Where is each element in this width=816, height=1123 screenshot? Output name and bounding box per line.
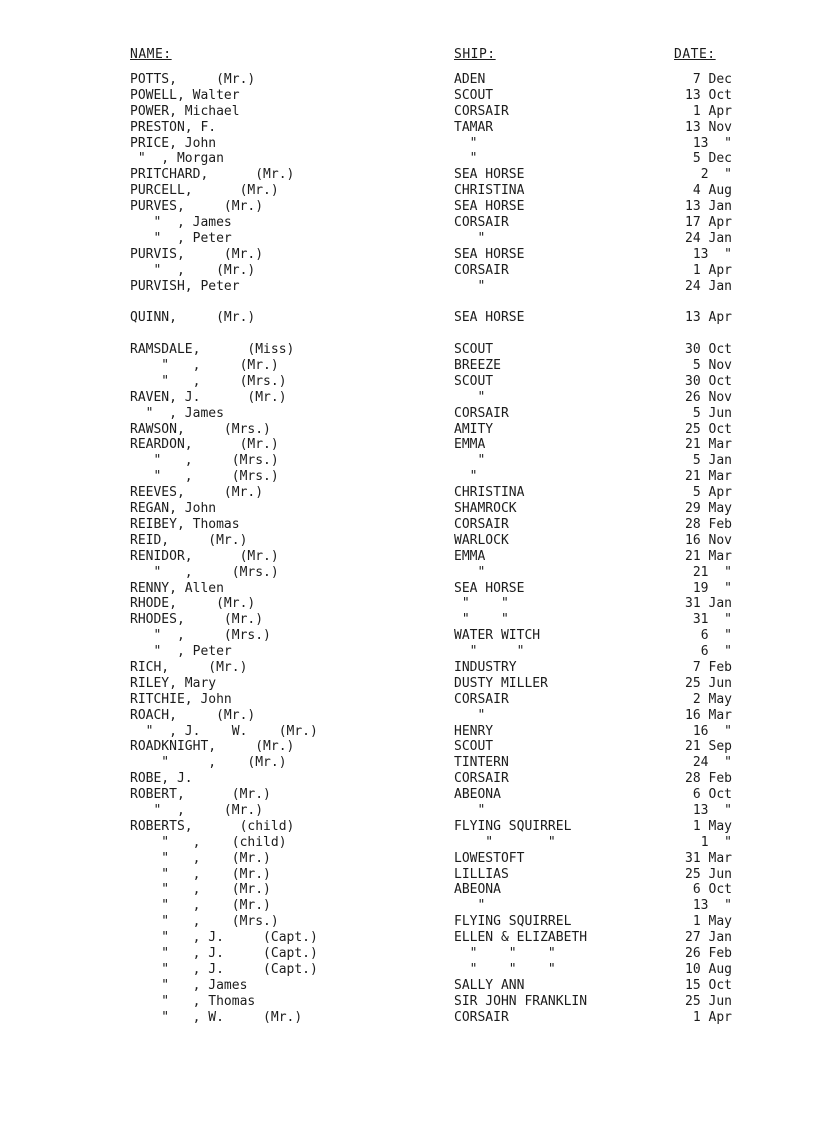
passenger-name: " , (Mrs.) — [130, 628, 271, 644]
ship-name: " — [454, 278, 486, 294]
ship-name: " — [454, 151, 478, 167]
list-item — [0, 978, 816, 994]
passenger-name: POTTS, (Mr.) — [130, 72, 256, 87]
list-item — [0, 676, 816, 692]
list-item — [0, 263, 816, 279]
passenger-name: " , (Mr.) — [130, 898, 271, 914]
arrival-date: 5 Apr — [692, 485, 732, 501]
passenger-name: ROBE, J. — [130, 771, 193, 787]
list-item — [0, 835, 816, 851]
ship-name: EMMA — [454, 437, 486, 453]
list-item — [0, 453, 816, 469]
passenger-name: ROBERTS, (child) — [130, 818, 295, 834]
list-item — [0, 358, 816, 374]
passenger-name: RHODES, (Mr.) — [130, 612, 264, 628]
arrival-date: 13 " — [692, 246, 732, 262]
ship-name: SEA HORSE — [454, 580, 525, 596]
arrival-date: 17 Apr — [685, 215, 732, 231]
list-item — [0, 565, 816, 581]
arrival-date: 21 Mar — [685, 548, 732, 564]
arrival-date: 5 Jun — [692, 405, 732, 421]
passenger-name: " , J. (Capt.) — [130, 961, 318, 977]
passenger-name: " , (Mrs.) — [130, 373, 287, 389]
passenger-name: POWELL, Walter — [130, 87, 240, 103]
ship-name: HENRY — [454, 723, 494, 739]
arrival-date: 25 Jun — [685, 866, 732, 882]
passenger-name: " , James — [130, 405, 224, 421]
ship-name: DUSTY MILLER — [454, 675, 548, 691]
ship-column-header: SHIP: — [454, 47, 496, 62]
arrival-date: 30 Oct — [685, 373, 732, 389]
arrival-date: 13 " — [692, 135, 732, 151]
arrival-date: 24 Jan — [685, 230, 732, 246]
arrival-date: 5 Jan — [692, 453, 732, 469]
ship-name: CHRISTINA — [454, 485, 525, 501]
passenger-name: " , Peter — [130, 230, 232, 246]
arrival-date: 31 Mar — [685, 850, 732, 866]
ship-name: SEA HORSE — [454, 246, 525, 262]
list-item — [0, 724, 816, 740]
ship-name: SALLY ANN — [454, 977, 525, 993]
ship-name: " — [454, 707, 486, 723]
passenger-name: " , (Mr.) — [130, 755, 287, 771]
ship-name: " " " — [454, 945, 556, 961]
arrival-date: 30 Oct — [685, 342, 732, 358]
passenger-name: " , (Mr.) — [130, 866, 271, 882]
ship-name: FLYING SQUIRREL — [454, 914, 572, 930]
arrival-date: 5 Dec — [692, 151, 732, 167]
list-item — [0, 88, 816, 104]
ship-name: " " — [454, 612, 509, 628]
passenger-name: RAWSON, (Mrs.) — [130, 421, 271, 437]
ship-name: SCOUT — [454, 739, 494, 755]
list-item — [0, 882, 816, 898]
list-item — [0, 771, 816, 787]
ship-name: TINTERN — [454, 755, 509, 771]
passenger-name: PURVIS, (Mr.) — [130, 246, 264, 262]
arrival-date: 1 " — [700, 834, 732, 850]
list-item — [0, 469, 816, 485]
passenger-name: PRICE, John — [130, 135, 217, 151]
passenger-name: RITCHIE, John — [130, 691, 232, 707]
arrival-date: 13 " — [692, 898, 732, 914]
ship-name: " — [454, 898, 486, 914]
ship-name: CORSAIR — [454, 103, 509, 119]
passenger-name: " , J. (Capt.) — [130, 930, 318, 946]
arrival-date: 1 Apr — [692, 262, 732, 278]
list-item — [0, 342, 816, 358]
ship-name: SIR JOHN FRANKLIN — [454, 993, 588, 1009]
passenger-name: " , Morgan — [130, 151, 224, 167]
date-column-header: DATE: — [674, 47, 716, 62]
ship-name: CORSAIR — [454, 516, 509, 532]
arrival-date: 24 " — [692, 755, 732, 771]
ship-name: BREEZE — [454, 358, 501, 374]
list-item — [0, 183, 816, 199]
passenger-name: " , (Mrs.) — [130, 469, 279, 485]
arrival-date: 25 Oct — [685, 421, 732, 437]
arrival-date: 26 Nov — [685, 389, 732, 405]
list-item — [0, 390, 816, 406]
list-item — [0, 628, 816, 644]
passenger-name: " , (Mr.) — [130, 882, 271, 898]
arrival-date: 1 May — [692, 818, 732, 834]
list-item — [0, 962, 816, 978]
arrival-date: 27 Jan — [685, 930, 732, 946]
list-item — [0, 803, 816, 819]
arrival-date: 2 May — [692, 691, 732, 707]
ship-name: " " — [454, 596, 509, 612]
list-item — [0, 898, 816, 914]
passenger-name: PRITCHARD, (Mr.) — [130, 167, 295, 183]
passenger-name: RAMSDALE, (Miss) — [130, 342, 295, 358]
ship-name: INDUSTRY — [454, 659, 517, 675]
arrival-date: 10 Aug — [685, 961, 732, 977]
list-item — [0, 692, 816, 708]
ship-name: " — [454, 469, 478, 485]
ship-name: SCOUT — [454, 87, 494, 103]
arrival-date: 16 Nov — [685, 532, 732, 548]
ship-name: " — [454, 135, 478, 151]
arrival-date: 1 Apr — [692, 1009, 732, 1025]
passenger-name: RENNY, Allen — [130, 580, 224, 596]
list-item — [0, 644, 816, 660]
list-item — [0, 867, 816, 883]
arrival-date: 2 " — [700, 167, 732, 183]
list-item — [0, 930, 816, 946]
ship-name: EMMA — [454, 548, 486, 564]
passenger-name: POWER, Michael — [130, 103, 240, 119]
passenger-name: QUINN, (Mr.) — [130, 310, 256, 326]
passenger-name: ROADKNIGHT, (Mr.) — [130, 739, 295, 755]
list-item — [0, 787, 816, 803]
passenger-name: " , (Mr.) — [130, 358, 279, 374]
arrival-date: 6 Oct — [692, 787, 732, 803]
ship-name: ABEONA — [454, 882, 501, 898]
list-item — [0, 660, 816, 676]
list-item — [0, 215, 816, 231]
ship-name: WATER WITCH — [454, 628, 541, 644]
list-item — [0, 310, 816, 326]
arrival-date: 1 May — [692, 914, 732, 930]
ship-name: CORSAIR — [454, 405, 509, 421]
passenger-name: ROACH, (Mr.) — [130, 707, 256, 723]
arrival-date: 5 Nov — [692, 358, 732, 374]
ship-name: ELLEN & ELIZABETH — [454, 930, 588, 946]
ship-name: FLYING SQUIRREL — [454, 818, 572, 834]
arrival-date: 16 " — [692, 723, 732, 739]
passenger-name: " , James — [130, 215, 232, 231]
arrival-date: 6 " — [700, 644, 732, 660]
passenger-name: RICH, (Mr.) — [130, 659, 248, 675]
list-item — [0, 501, 816, 517]
arrival-date: 21 Mar — [685, 437, 732, 453]
ship-name: " — [454, 389, 486, 405]
list-item — [0, 406, 816, 422]
list-item — [0, 120, 816, 136]
list-item — [0, 437, 816, 453]
arrival-date: 13 Apr — [685, 310, 732, 326]
passenger-name: REARDON, (Mr.) — [130, 437, 279, 453]
ship-name: SEA HORSE — [454, 199, 525, 215]
arrival-date: 29 May — [685, 501, 732, 517]
ship-name: CORSAIR — [454, 691, 509, 707]
arrival-date: 19 " — [692, 580, 732, 596]
ship-name: " — [454, 802, 486, 818]
arrival-date: 25 Jun — [685, 675, 732, 691]
passenger-name: ROBERT, (Mr.) — [130, 787, 271, 803]
ship-name: LOWESTOFT — [454, 850, 525, 866]
passenger-list — [0, 72, 816, 1025]
passenger-name: " , (Mrs.) — [130, 564, 279, 580]
ship-name: " " — [454, 834, 556, 850]
ship-name: SEA HORSE — [454, 310, 525, 326]
list-item — [0, 485, 816, 501]
passenger-name: " , J. W. (Mr.) — [130, 723, 318, 739]
arrival-date: 21 Mar — [685, 469, 732, 485]
list-item — [0, 946, 816, 962]
list-item — [0, 1010, 816, 1026]
ship-name: ADEN — [454, 72, 486, 87]
ship-name: WARLOCK — [454, 532, 509, 548]
list-item — [0, 533, 816, 549]
passenger-name: REID, (Mr.) — [130, 532, 248, 548]
arrival-date: 24 Jan — [685, 278, 732, 294]
arrival-date: 25 Jun — [685, 993, 732, 1009]
list-item — [0, 819, 816, 835]
list-item — [0, 739, 816, 755]
passenger-name: " , (Mrs.) — [130, 914, 279, 930]
list-item — [0, 231, 816, 247]
arrival-date: 6 Oct — [692, 882, 732, 898]
ship-name: TAMAR — [454, 119, 494, 135]
ship-name: AMITY — [454, 421, 494, 437]
arrival-date: 28 Feb — [685, 771, 732, 787]
arrival-date: 15 Oct — [685, 977, 732, 993]
ship-name: SEA HORSE — [454, 167, 525, 183]
passenger-name: " , (Mr.) — [130, 850, 271, 866]
ship-name: SCOUT — [454, 342, 494, 358]
ship-name: " " " — [454, 961, 556, 977]
passenger-name: RENIDOR, (Mr.) — [130, 548, 279, 564]
arrival-date: 1 Apr — [692, 103, 732, 119]
list-item — [0, 247, 816, 263]
list-item — [0, 151, 816, 167]
passenger-name: REIBEY, Thomas — [130, 516, 240, 532]
passenger-name: PRESTON, F. — [130, 119, 217, 135]
passenger-name: PURVISH, Peter — [130, 278, 240, 294]
arrival-date: 28 Feb — [685, 516, 732, 532]
arrival-date: 31 " — [692, 612, 732, 628]
passenger-name: " , (Mr.) — [130, 262, 256, 278]
ship-name: " " — [454, 644, 525, 660]
name-column-header: NAME: — [130, 47, 172, 62]
list-item — [0, 136, 816, 152]
list-item — [0, 914, 816, 930]
passenger-name: " , James — [130, 977, 248, 993]
list-item — [0, 104, 816, 120]
arrival-date: 13 Oct — [685, 87, 732, 103]
passenger-name: REEVES, (Mr.) — [130, 485, 264, 501]
arrival-date: 26 Feb — [685, 945, 732, 961]
passenger-name: PURVES, (Mr.) — [130, 199, 264, 215]
ship-name: CORSAIR — [454, 1009, 509, 1025]
list-item — [0, 279, 816, 295]
section-gap — [0, 294, 816, 310]
list-item — [0, 708, 816, 724]
passenger-name: " , Peter — [130, 644, 232, 660]
passenger-name: RILEY, Mary — [130, 675, 217, 691]
list-item — [0, 755, 816, 771]
arrival-date: 13 Jan — [685, 199, 732, 215]
list-item — [0, 612, 816, 628]
list-item — [0, 374, 816, 390]
list-item — [0, 596, 816, 612]
passenger-name: " , Thomas — [130, 993, 256, 1009]
list-item — [0, 422, 816, 438]
list-item — [0, 549, 816, 565]
passenger-name: " , (child) — [130, 834, 287, 850]
arrival-date: 21 Sep — [685, 739, 732, 755]
passenger-name: RAVEN, J. (Mr.) — [130, 389, 287, 405]
passenger-name: " , (Mrs.) — [130, 453, 279, 469]
list-item — [0, 581, 816, 597]
arrival-date: 21 " — [692, 564, 732, 580]
passenger-name: REGAN, John — [130, 501, 217, 517]
ship-name: SHAMROCK — [454, 501, 517, 517]
ship-name: CHRISTINA — [454, 183, 525, 199]
ship-name: CORSAIR — [454, 215, 509, 231]
ship-name: ABEONA — [454, 787, 501, 803]
ship-name: CORSAIR — [454, 771, 509, 787]
ship-name: SCOUT — [454, 373, 494, 389]
passenger-name: PURCELL, (Mr.) — [130, 183, 279, 199]
list-item — [0, 994, 816, 1010]
section-gap — [0, 326, 816, 342]
list-item — [0, 167, 816, 183]
ship-name: " — [454, 564, 486, 580]
arrival-date: 7 Feb — [692, 659, 732, 675]
passenger-name: " , J. (Capt.) — [130, 945, 318, 961]
list-item — [0, 199, 816, 215]
arrival-date: 31 Jan — [685, 596, 732, 612]
passenger-name: " , (Mr.) — [130, 802, 264, 818]
passenger-name: RHODE, (Mr.) — [130, 596, 256, 612]
list-item — [0, 851, 816, 867]
list-item — [0, 517, 816, 533]
arrival-date: 13 Nov — [685, 119, 732, 135]
list-item — [0, 72, 816, 88]
ship-name: CORSAIR — [454, 262, 509, 278]
arrival-date: 13 " — [692, 802, 732, 818]
arrival-date: 16 Mar — [685, 707, 732, 723]
ship-name: " — [454, 230, 486, 246]
arrival-date: 4 Aug — [692, 183, 732, 199]
ship-name: " — [454, 453, 486, 469]
arrival-date: 6 " — [700, 628, 732, 644]
ship-name: LILLIAS — [454, 866, 509, 882]
arrival-date: 7 Dec — [692, 72, 732, 87]
passenger-name: " , W. (Mr.) — [130, 1009, 303, 1025]
